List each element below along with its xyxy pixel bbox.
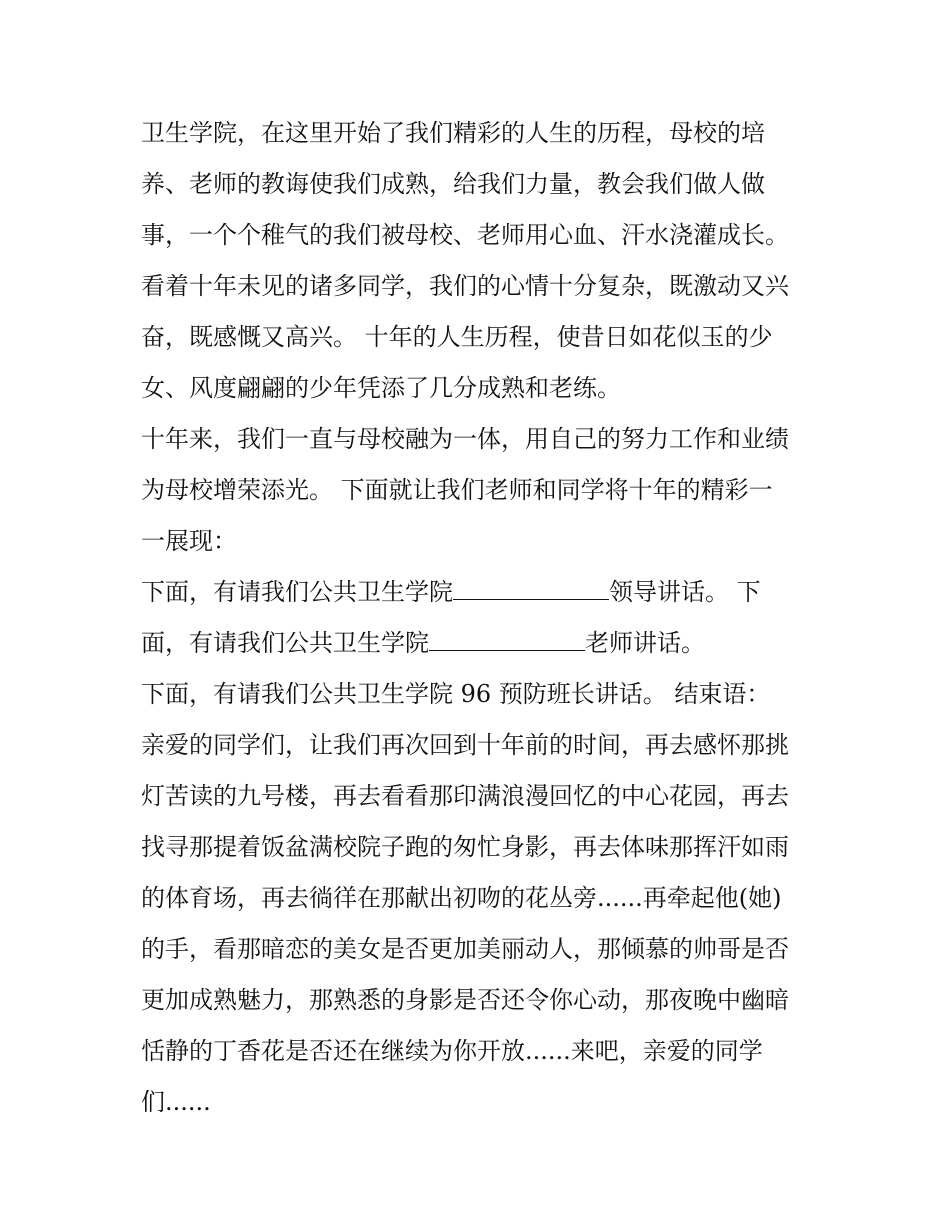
text-line: 奋，既感慨又高兴。 十年的人生历程，使昔日如花似玉的少 [141,323,773,351]
name-blank [453,577,609,600]
text-line: 亲爱的同学们，让我们再次回到十年前的时间，再去感怀那挑 [141,731,789,759]
text-line: 们...... [141,1088,211,1116]
speech-line-teacher [141,618,821,669]
text-line: 的体育场，再去徜徉在那献出初吻的花丛旁......再牵起他(她) [141,884,782,912]
text-line: 恬静的丁香花是否还在继续为你开放......来吧，亲爱的同学 [141,1037,763,1065]
speech-prefix: 面，有请我们公共卫生学院 [141,629,429,657]
text-line: 十年来，我们一直与母校融为一体，用自己的努力工作和业绩 [141,425,789,453]
speech-prefix: 下面，有请我们公共卫生学院 [141,578,453,606]
text-line: 事，一个个稚气的我们被母校、老师用心血、汗水浇灌成长。 [141,221,789,249]
text-line: 看着十年未见的诸多同学，我们的心情十分复杂，既激动又兴 [141,272,789,300]
text-line: 一展现： [141,527,237,555]
text-line: 养、老师的教诲使我们成熟，给我们力量，教会我们做人做 [141,170,765,198]
text-line: 卫生学院，在这里开始了我们精彩的人生的历程，母校的培 [141,119,765,147]
text-line: 下面，有请我们公共卫生学院 96 预防班长讲话。 结束语： [141,680,771,708]
text-line: 为母校增荣添光。 下面就让我们老师和同学将十年的精彩一 [141,476,773,504]
text-line: 女、风度翩翩的少年凭添了几分成熟和老练。 [141,374,621,402]
text-line: 找寻那提着饭盆满校院子跑的匆忙身影，再去体味那挥汗如雨 [141,833,789,861]
text-line: 灯苦读的九号楼，再去看看那印满浪漫回忆的中心花园，再去 [141,782,789,810]
speech-suffix: 领导讲话。 下 [609,578,761,606]
speech-suffix: 老师讲话。 [585,629,705,657]
name-blank [429,628,585,651]
document-body [141,108,821,1128]
text-line: 的手，看那暗恋的美女是否更加美丽动人，那倾慕的帅哥是否 [141,935,789,963]
text-line: 更加成熟魅力，那熟悉的身影是否还令你心动，那夜晚中幽暗 [141,986,789,1014]
speech-line-leader [141,567,821,618]
